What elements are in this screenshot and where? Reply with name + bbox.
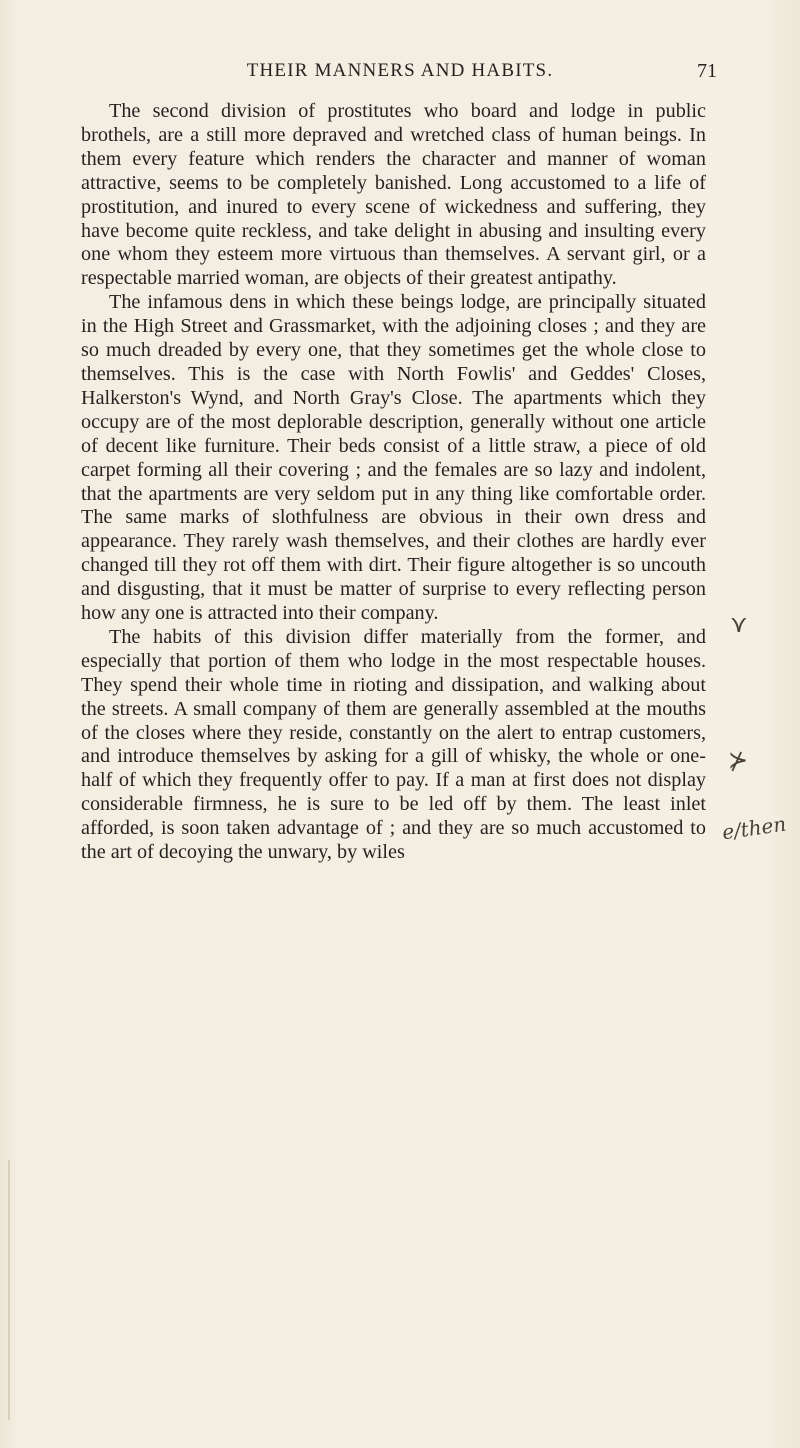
paragraph-2: The infamous dens in which these beings lodge, are principally situated in the High Street and Grassmarket, with the adjoining closes ; and they are so much dreaded by every one, that they sometimes get the whole close to themselves. This is the case with North Fowlis' and Geddes' Closes, Halkerston's Wynd, and North Gray's Close. The apartments which they occupy are of the most deplorable description, generally without one article of decent like furniture. Their beds consist of a little straw, a piece of old carpet forming all their covering ; and the females are so lazy and indolent, that the apartments are very seldom put in any thing like comfortable order. The same marks of slothfulness are obvious in their own dress and appearance. They rarely wash themselves, and their clothes are hardly ever changed till they rot off them with dirt. Their figure altogether is so uncouth and disgusting, that it must be matter of surprise to every reflecting person how any one is attracted into their company. <box>81 291 706 625</box>
handwritten-note: e/then <box>720 811 788 845</box>
page-number: 71 <box>697 60 717 82</box>
page-edge-shadow <box>8 1160 10 1420</box>
insertion-mark: ⊁ <box>728 746 749 774</box>
paragraph-3: The habits of this division differ materially from the former, and especially that portion of them who lodge in the most respectable houses. They spend their whole time in rioting and dissipation, and walking about the streets. A small company of them are generally assembled at the mouths of the closes where they reside, constantly on the alert to entrap customers, and introduce themselves by asking for a gill of whisky, the whole or one-half of which they frequently offer to pay. If a man at first does not display considerable firmness, he is sure to be led off by them. The least inlet afforded, is soon taken advantage of ; and they are so much accustomed to the art of decoying the unwary, by wiles <box>81 625 706 864</box>
insertion-mark: ⋎ <box>730 610 748 638</box>
margin-annotations <box>714 610 794 1170</box>
running-title: THEIR MANNERS AND HABITS. <box>246 60 554 81</box>
body-text <box>81 100 706 865</box>
paragraph-1: The second division of prostitutes who board and lodge in public brothels, are a still more depraved and wretched class of human beings. In them every feature which renders the character and manner of woman attractive, seems to be completely banished. Long accustomed to a life of prostitution, and inured to every scene of wickedness and suffering, they have become quite reckless, and take delight in abusing and insulting every one whom they esteem more virtuous than themselves. A servant girl, or a respectable married woman, are objects of their greatest antipathy. <box>81 100 706 290</box>
